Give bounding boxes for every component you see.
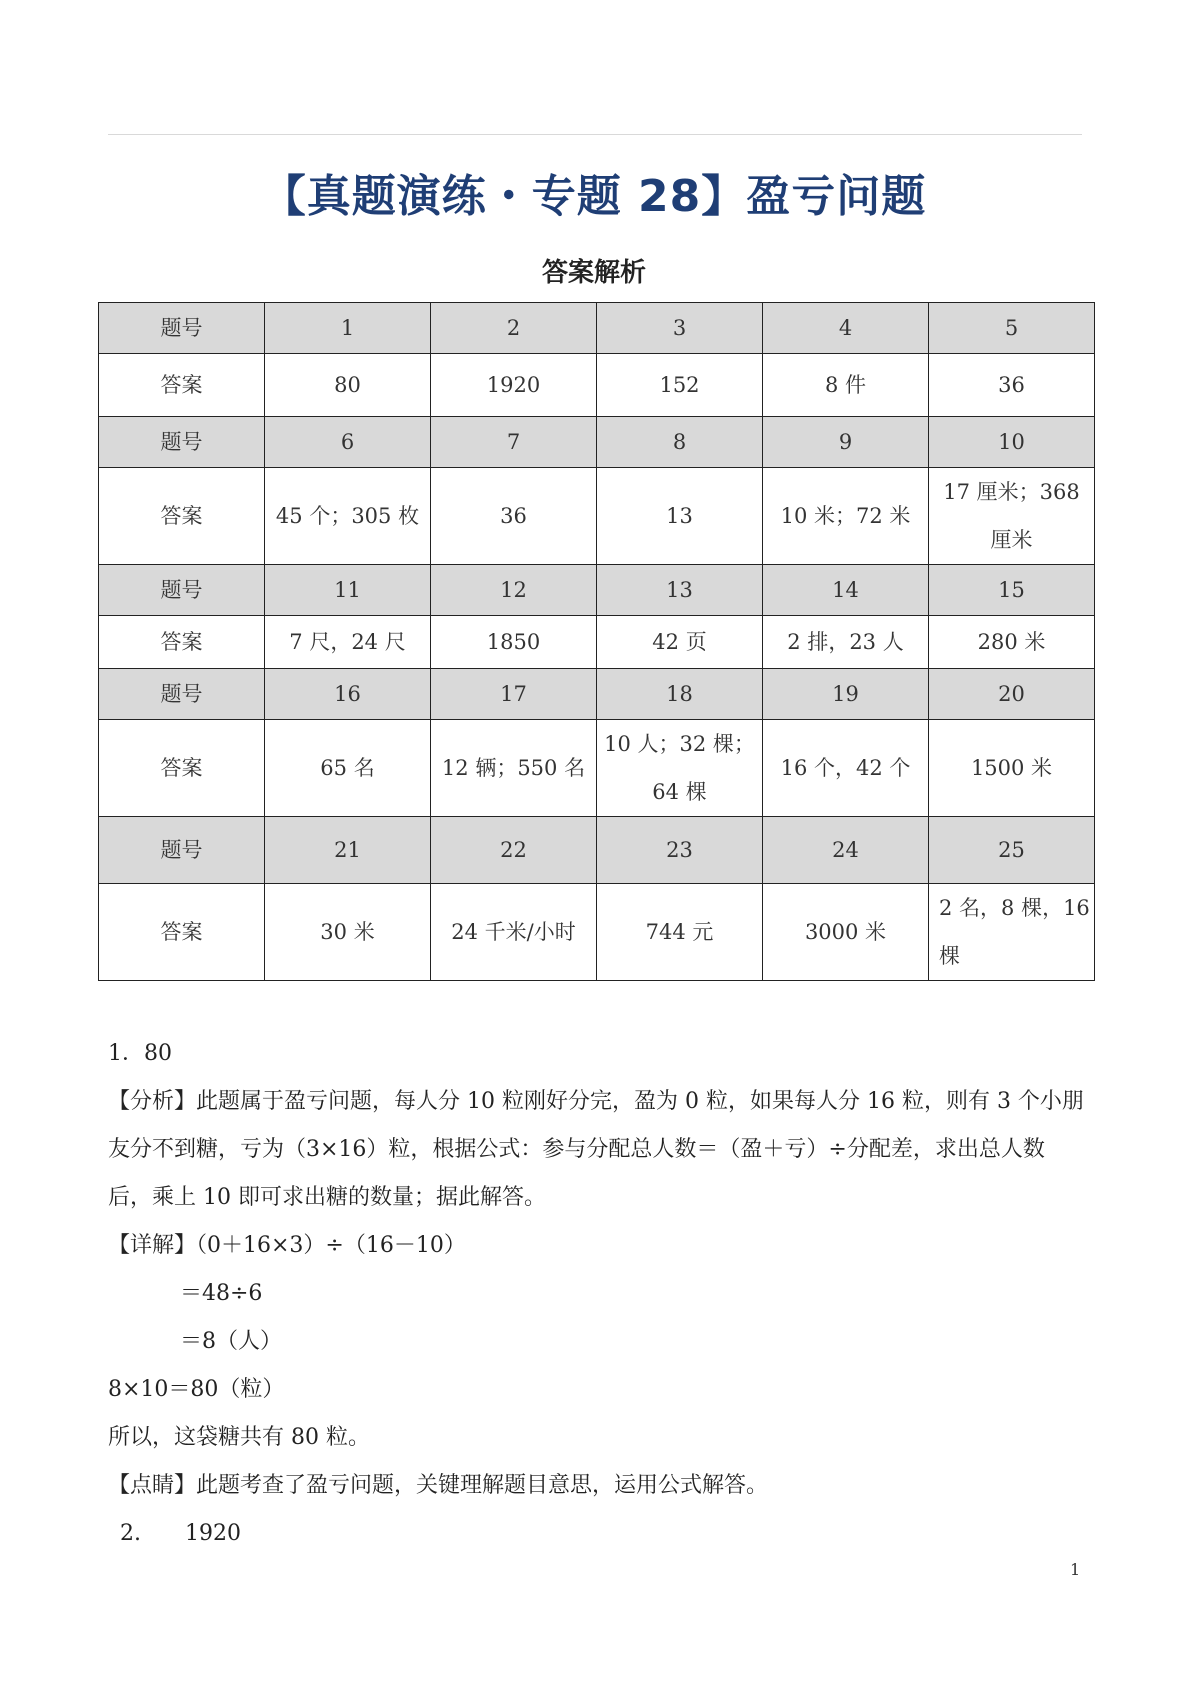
answer-cell: 13 [597, 468, 763, 565]
table-row-answers [99, 884, 1095, 981]
header-rule [108, 134, 1082, 135]
answer-cell: 3000 米 [763, 884, 929, 981]
analysis-paragraph: 【分析】此题属于盈亏问题，每人分 10 粒刚好分完，盈为 0 粒，如果每人分 16 粒，则有 3 个小朋友分不到糖，亏为（3×16）粒，根据公式：参与分配总人数＝（盈＋亏）÷分配差，求出总人数后，乘上 10 即可求出糖的数量；据此解答。 [108, 1089, 1084, 1210]
row-label-number: 题号 [99, 565, 265, 616]
answer-cell: 16 个，42 个 [763, 720, 929, 817]
page-number: 1 [1070, 1560, 1081, 1579]
question-number: 9 [763, 417, 929, 468]
answer-cell: 80 [265, 354, 431, 417]
detail-line: 8×10＝80（粒） [108, 1377, 285, 1402]
answer-cell: 10 人；32 棵；64 棵 [597, 720, 763, 817]
question-number: 4 [763, 303, 929, 354]
table-row-answers [99, 616, 1095, 669]
question-number: 19 [763, 669, 929, 720]
answer-cell: 1920 [431, 354, 597, 417]
answer-cell: 17 厘米；368 厘米 [929, 468, 1095, 565]
comment-line: 【点睛】此题考查了盈亏问题，关键理解题目意思，运用公式解答。 [108, 1473, 769, 1498]
row-label-answer: 答案 [99, 720, 265, 817]
row-label-answer: 答案 [99, 884, 265, 981]
page-title: 【真题演练・专题 28】盈亏问题 [261, 171, 927, 222]
answer-cell: 24 千米/小时 [431, 884, 597, 981]
row-label-answer: 答案 [99, 616, 265, 669]
answer-cell: 8 件 [763, 354, 929, 417]
question-2-heading [108, 1510, 1084, 1558]
question-number: 12 [431, 565, 597, 616]
question-number: 15 [929, 565, 1095, 616]
question-number: 17 [431, 669, 597, 720]
table-row-answers [99, 354, 1095, 417]
detail-line: ＝8（人） [180, 1329, 282, 1354]
question-number: 16 [265, 669, 431, 720]
question-1-heading: 1．80 [108, 1041, 172, 1066]
answer-cell: 30 米 [265, 884, 431, 981]
question-number: 10 [929, 417, 1095, 468]
question-number: 8 [597, 417, 763, 468]
conclusion-line: 所以，这袋糖共有 80 粒。 [108, 1425, 370, 1450]
question-number: 21 [265, 817, 431, 884]
answer-cell: 65 名 [265, 720, 431, 817]
question-number: 5 [929, 303, 1095, 354]
question-number: 6 [265, 417, 431, 468]
question-number: 23 [597, 817, 763, 884]
question-2-answer: 1920 [185, 1521, 241, 1546]
answer-cell: 36 [929, 354, 1095, 417]
row-label-number: 题号 [99, 417, 265, 468]
table-row-numbers [99, 565, 1095, 616]
detail-line: ＝48÷6 [180, 1281, 263, 1306]
question-number: 2 [431, 303, 597, 354]
question-number: 24 [763, 817, 929, 884]
question-number: 11 [265, 565, 431, 616]
answer-cell: 7 尺，24 尺 [265, 616, 431, 669]
question-number: 13 [597, 565, 763, 616]
row-label-answer: 答案 [99, 468, 265, 565]
answer-cell: 42 页 [597, 616, 763, 669]
answer-cell: 1850 [431, 616, 597, 669]
row-label-number: 题号 [99, 669, 265, 720]
row-label-answer: 答案 [99, 354, 265, 417]
answer-cell: 12 辆；550 名 [431, 720, 597, 817]
solution-section [108, 1030, 1084, 1558]
question-number: 20 [929, 669, 1095, 720]
question-number: 7 [431, 417, 597, 468]
answer-cell: 2 名，8 棵，16 棵 [929, 884, 1095, 981]
table-row-answers [99, 720, 1095, 817]
question-2-number: 2. [120, 1521, 141, 1546]
answer-cell: 280 米 [929, 616, 1095, 669]
table-row-numbers [99, 417, 1095, 468]
answer-table [98, 302, 1095, 981]
answer-cell: 1500 米 [929, 720, 1095, 817]
row-label-number: 题号 [99, 303, 265, 354]
table-row-answers [99, 468, 1095, 565]
row-label-number: 题号 [99, 817, 265, 884]
table-row-numbers [99, 817, 1095, 884]
page-subtitle: 答案解析 [541, 258, 646, 288]
question-number: 14 [763, 565, 929, 616]
table-row-numbers [99, 669, 1095, 720]
answer-cell: 152 [597, 354, 763, 417]
question-number: 3 [597, 303, 763, 354]
table-row-numbers [99, 303, 1095, 354]
question-number: 18 [597, 669, 763, 720]
answer-cell: 10 米；72 米 [763, 468, 929, 565]
detail-line: 【详解】（0＋16×3）÷（16－10） [108, 1233, 466, 1258]
question-number: 22 [431, 817, 597, 884]
answer-cell: 2 排，23 人 [763, 616, 929, 669]
answer-cell: 744 元 [597, 884, 763, 981]
question-number: 25 [929, 817, 1095, 884]
answer-cell: 36 [431, 468, 597, 565]
question-number: 1 [265, 303, 431, 354]
answer-cell: 45 个；305 枚 [265, 468, 431, 565]
